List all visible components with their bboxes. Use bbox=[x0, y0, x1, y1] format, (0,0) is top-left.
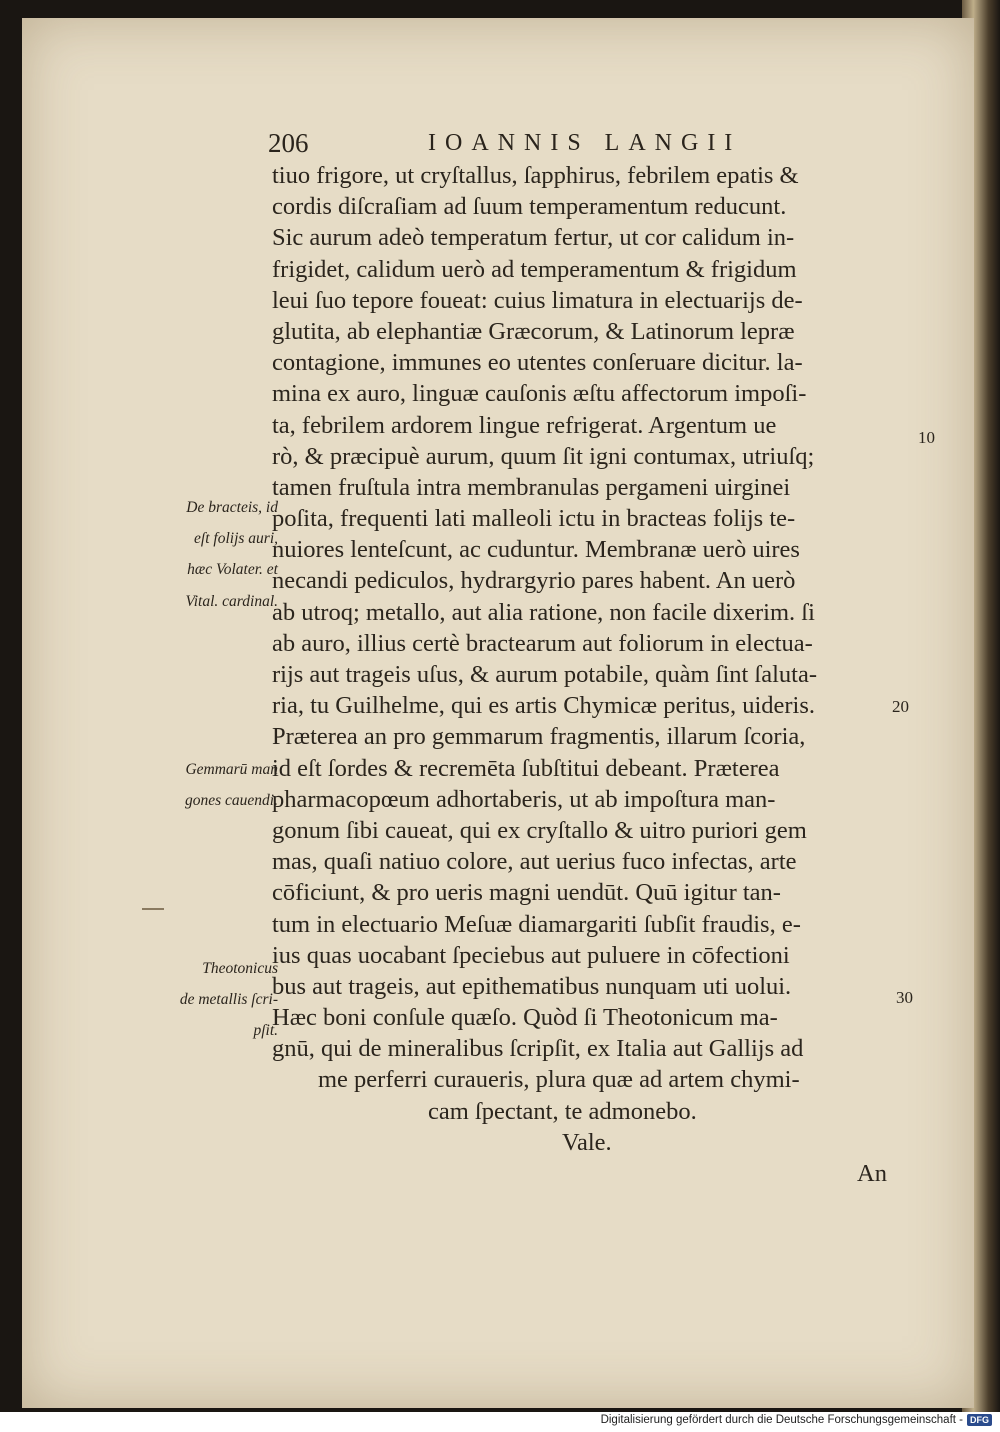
text-line: mas, quaſi natiuo colore, aut uerius fuco infectas, arte bbox=[272, 848, 797, 876]
text-line: nuiores lenteſcunt, ac cuduntur. Membranæ uerò uires bbox=[272, 536, 800, 564]
ink-mark bbox=[142, 908, 164, 910]
text-line: rijs aut trageis uſus, & aurum potabile, quàm ſint ſaluta- bbox=[272, 661, 818, 688]
catchword: An bbox=[857, 1160, 887, 1187]
dfg-logo: DFG bbox=[967, 1414, 992, 1426]
text-line: necandi pediculos, hydrargyrio pares habent. An uerò bbox=[272, 567, 796, 595]
marginal-note-line: hæc Volater. et bbox=[187, 561, 278, 579]
line-number: 10 bbox=[918, 428, 935, 447]
text-line: Sic aurum adeò temperatum fertur, ut cor calidum in- bbox=[272, 224, 795, 252]
credit-text: Digitalisierung gefördert durch die Deutsche Forschungsgemeinschaft - bbox=[600, 1414, 963, 1426]
text-line: gonum ſibi caueat, qui ex cryſtallo & uitro puriori gem bbox=[272, 816, 807, 844]
text-line: ta, febrilem ardorem lingue refrigerat. Argentum ue bbox=[272, 411, 777, 439]
digitization-credit bbox=[601, 1414, 992, 1426]
page-number: 206 bbox=[268, 128, 309, 158]
text-line: pharmacopœum adhortaberis, ut ab impoſtura man- bbox=[272, 785, 776, 813]
text-line: glutita, ab elephantiæ Græcorum, & Latinorum lepræ bbox=[272, 317, 795, 345]
text-line: rò, & præcipuè aurum, quum ſit igni contumax, utriuſq; bbox=[272, 442, 815, 470]
text-line: poſita, frequenti lati malleoli ictu in bracteas folijs te- bbox=[272, 505, 796, 533]
text-line: cōficiunt, & pro ueris magni uendūt. Quū igitur tan- bbox=[272, 879, 781, 907]
main-text bbox=[272, 160, 912, 1189]
valediction: Vale. bbox=[562, 1128, 612, 1156]
text-line: ius quas uocabant ſpeciebus aut puluere in cōfectioni bbox=[272, 941, 790, 969]
marginal-note-line: pſit. bbox=[253, 1022, 278, 1040]
text-line: tamen fruſtula intra membranulas pergameni uirginei bbox=[272, 473, 791, 501]
marginal-note-line: de metallis ſcri- bbox=[179, 991, 278, 1009]
text-line: id eſt ſordes & recremēta ſubſtitui debeant. Præterea bbox=[272, 754, 780, 782]
marginal-note bbox=[150, 953, 278, 1047]
running-title: IOANNIS LANGII bbox=[428, 130, 742, 156]
closing-line: me perferri curaueris, plura quæ ad artem chymi- bbox=[318, 1066, 800, 1094]
marginal-note-line: Theotonicus bbox=[202, 960, 278, 977]
text-line: frigidet, calidum uerò ad temperamentum & frigidum bbox=[272, 255, 797, 283]
marginal-note bbox=[150, 754, 278, 816]
marginal-note-line: Vital. cardinal. bbox=[185, 592, 278, 610]
text-line: leui ſuo tepore foueat: cuius limatura in electuarijs de- bbox=[272, 286, 803, 314]
text-line: Hæc boni conſule quæſo. Quòd ſi Theotonicum ma- bbox=[272, 1004, 778, 1032]
line-number: 20 bbox=[892, 697, 909, 716]
text-line: Præterea an pro gemmarum fragmentis, illarum ſcoria, bbox=[272, 723, 806, 751]
marginal-note-line: Gemmarū man bbox=[185, 761, 278, 778]
text-line: gnū, qui de mineralibus ſcripſit, ex Italia aut Gallijs ad bbox=[272, 1035, 804, 1063]
text-line: ria, tu Guilhelme, qui es artis Chymicæ peritus, uideris. bbox=[272, 692, 815, 720]
closing-line: cam ſpectant, te admonebo. bbox=[428, 1097, 697, 1125]
page-header bbox=[268, 128, 788, 162]
text-line: tiuo frigore, ut cryſtallus, ſapphirus, febrilem epatis & bbox=[272, 162, 799, 189]
marginal-note-line: eſt folijs auri, bbox=[194, 530, 278, 548]
text-line: ab auro, illius certè bractearum aut foliorum in electua- bbox=[272, 629, 813, 657]
text-line: cordis diſcraſiam ad ſuum temperamentum reducunt. bbox=[272, 193, 787, 221]
text-line: bus aut trageis, aut epithematibus nunquam uti uolui. bbox=[272, 972, 792, 1000]
marginal-note-line: De bracteis, id bbox=[186, 499, 278, 516]
text-line: ab utroq; metallo, aut alia ratione, non facile dixerim. ſi bbox=[272, 598, 815, 626]
marginal-note-line: gones cauendi. bbox=[185, 792, 278, 810]
marginal-note bbox=[150, 492, 278, 617]
text-line: mina ex auro, linguæ cauſonis æſtu affectorum impoſi- bbox=[272, 380, 807, 408]
text-line: tum in electuario Meſuæ diamargariti ſubſit fraudis, e- bbox=[272, 910, 801, 938]
line-number: 30 bbox=[896, 988, 913, 1007]
text-line: contagione, immunes eo utentes conſeruare dicitur. la- bbox=[272, 349, 803, 377]
